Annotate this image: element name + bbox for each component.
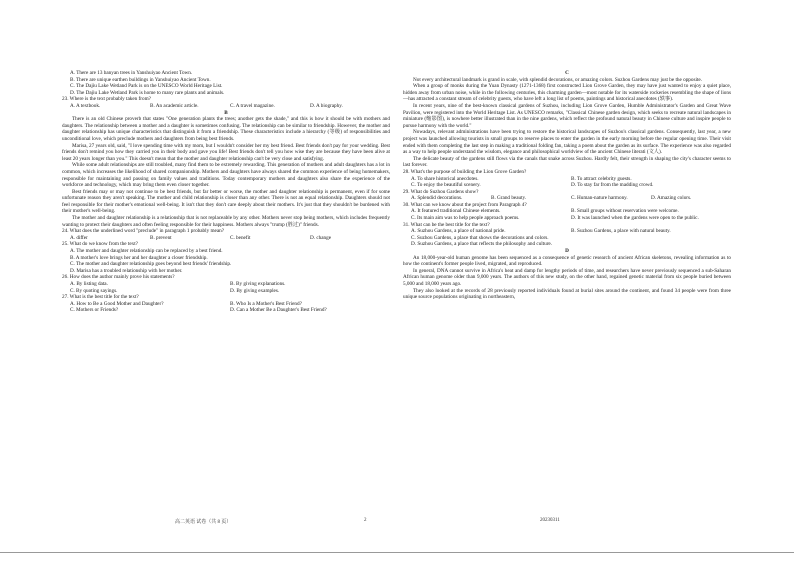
section-heading-d: D — [565, 248, 569, 255]
option: B. By giving explanations. — [230, 281, 286, 287]
question-31: 31. What can be the best title for the text? — [403, 221, 490, 228]
option: C. Mothers or Friends? — [70, 307, 119, 314]
page-bottom-edge — [0, 552, 794, 553]
option-line: B. There are unique earthen buildings in Yanshuiyao Ancient Town. — [70, 76, 211, 83]
option: C. By quoting sayings. — [70, 287, 118, 294]
option: C. Its main aim was to help people approach poems. — [411, 215, 520, 222]
right-column — [403, 70, 731, 301]
question-23: 23. Where is the text probably taken from? — [62, 96, 151, 103]
passage-c-paragraph-3: In recent years, nine of the best-known classical gardens of Suzhou, including Lion Grove Garden, Humble Administrator's Garden and Great Wave Pavilion, were registered into the World Heritage List. As UNESCO remarks, "Classical Chinese garden design, which seeks to recreate natural landscapes in miniature (缩影图), is nowhere better illustrated than in the nine gardens, which reflect the profound natural beauty in Chinese culture and inspire people to pursue harmony with the world." — [403, 102, 731, 129]
passage-d-paragraph-1: An 18,000-year-old human genome has been sequenced as a consequence of genetic research of ancient African skeletons, revealing information as to how the continent's former people lived, migrated, and reproduced. — [403, 254, 731, 268]
option: A. Suzhou Gardens, a place of national pride. — [411, 228, 506, 235]
option: A. It featured traditional Chinese elements. — [411, 208, 501, 215]
question-25: 25. What do we know from the text? — [62, 241, 138, 248]
option: D. It was launched when the gardens were open to the public. — [571, 215, 699, 222]
passage-c-paragraph-5: The delicate beauty of the gardens still flows via the canals that snake across Suzhou. Hardly felt, their strength in shaping the city's character seems to last forever. — [403, 155, 731, 169]
option: C. The mother and daughter relationship goes beyond best friends' friendship. — [70, 261, 232, 268]
passage-d-paragraph-2: In general, DNA cannot survive in Africa's heat and damp for lengthy periods of time, and researchers have never previously sequenced a sub-Saharan African human genome older than 9,000 years. The authors of this new study, on the other hand, regained genetic material from six people buried between 5,000 and 18,000 years ago. — [403, 267, 731, 287]
question-24: 24. What does the underlined word "preclude" in paragraph 1 probably mean? — [62, 228, 225, 235]
option: C. To enjoy the beautiful scenery. — [411, 182, 481, 189]
option-line: D. The Dajiu Lake Wetland Park is home to many rare plants and animals. — [70, 89, 225, 96]
option: D. A biography. — [310, 102, 343, 109]
option: B. Small groups without reservation were welcome. — [571, 208, 679, 215]
passage-b-paragraph-3: While some adult relationships are still troubled, many find them to be extremely rewarding. This generation of mothers and adult daughters has a lot in common, which increases the likelihood of shared companionship. Mothers and daughters have always shared the common experience of being homemakers, responsible for maintaining and passing on family values and traditions. Today contemporary mothers and daughters also share the experience of the workforce and technology, which may bring them even closer together. — [62, 162, 390, 189]
option: B. Grand beauty. — [491, 195, 527, 202]
option: C. benefit — [230, 234, 251, 241]
option: B. prevent — [150, 234, 172, 241]
question-29-options — [403, 195, 731, 202]
option: A. By listing data. — [70, 281, 108, 287]
option: D. Can a Mother Be a Daughter's Best Friend? — [230, 307, 327, 314]
passage-c-paragraph-1: Not every architectural landmark is grand in scale, with splendid decorations, or amazing colors. Suzhou Gardens may just be the opposite. — [413, 76, 702, 83]
passage-b-paragraph-5: The mother and daughter relationship is a relationship that is not replaceable by any other. Mothers never stop being mothers, which includes frequently wanting to protect their daughters and often feeling responsible for their happiness. Mothers always "trump (胜过)" friends. — [62, 215, 390, 228]
footer-page-number: 2 — [364, 518, 367, 523]
section-heading-c: C — [565, 70, 569, 76]
option: C. A travel magazine. — [230, 102, 275, 109]
option: B. To attract celebrity guests. — [571, 175, 632, 182]
question-29: 29. What do Suzhou Gardens show? — [403, 188, 479, 195]
question-26: 26. How does the author mainly prove his statements? — [62, 274, 175, 281]
passage-c-paragraph-2: When a group of monks during the Yuan Dynasty (1271-1368) first constructed Lion Grove Garden, they may have just wanted to enjoy a quiet place, hidden away from urban noise, while in the following centuries, this charming garden—most notable for its waterside rockeries resembling the shape of lions—has attracted a constant stream of celebrity guests, who have left a long list of poems, paintings and historical anecdotes (轶事). — [403, 83, 731, 103]
option-line: A. There are 13 banyan trees in Yanshuiyao Ancient Town. — [70, 70, 193, 76]
option: A. How to Be a Good Mother and Daughter? — [70, 300, 164, 307]
left-column — [62, 70, 390, 314]
question-30-options-row-2 — [403, 215, 731, 222]
passage-c-paragraph-4: Nowadays, relevant administrations have been trying to restore the historical landscapes of Suzhou's classical gardens. Consequently, last year, a new project was launched allowing tourists in small groups to reserve places to enter the garden in the early morning before the regular opening time. Their visit ended with them completing the last step in making a traditional folding fan, taking a poem about the garden as its surface. The experience was also regarded as a way to help people understand the wisdom, elegance and philosophical worldview of the ancient Chinese literati (文人). — [403, 129, 731, 156]
question-27-options-row-1 — [62, 301, 390, 308]
passage-b-paragraph-4: Best friends may or may not continue to be best friends, but far better or worse, the mother and daughter relationship is permanent, even if for some unfortunate reason they aren't speaking. The mother and child relationship is closer than any other. There is not an equal relationship. Daughters should not feel responsible for their mother's emotional well-being. It isn't that they don't care deeply about their mothers. It's just that they shouldn't be burdened with their mother's well-being. — [62, 188, 390, 215]
option: C. Human-nature harmony. — [571, 195, 628, 202]
question-26-options-row-1 — [62, 281, 390, 288]
question-30-options-row-1 — [403, 208, 731, 215]
option: A. A textbook. — [70, 102, 101, 109]
option: B. An academic article. — [150, 102, 199, 109]
passage-b-paragraph-1: There is an old Chinese proverb that states "One generation plants the trees; another gets the shade," and this is how it should be with mothers and daughters. The relationship between a mother and a daughter is sometimes confusing. The relationship can be similar to friendship. However, the mother and daughter relationship has unique characteristics that distinguish it from a friendship. These characteristics include a hierarchy (等级) of responsibilities and unconditional love, which preclude mothers and daughters from being best friends. — [62, 116, 390, 142]
option: D. By giving examples. — [230, 287, 280, 294]
footer-exam-label: 高二英语 试卷（共 8 页） — [175, 520, 232, 525]
option: D. change — [310, 234, 332, 241]
question-31-options-row-1 — [403, 228, 731, 235]
footer-code: 20230311 — [540, 518, 560, 523]
option-line: C. The Dajiu Lake Wetland Park is on the UNESCO World Heritage List. — [70, 83, 223, 90]
passage-b-paragraph-2: Marisa, 27 years old, said, "I love spending time with my mom, but I wouldn't consider her my best friend. Best friends don't pay for your wedding. Best friends don't remind you how they carried you in their body and gave you life! Best friends don't tell you how wise they are because they have been alive at least 20 years longer than you." This doesn't mean that the mother and daughter relationship can't be very close and satisfying. — [62, 142, 390, 162]
section-heading-b: B — [224, 109, 228, 116]
option: B. Who Is a Mother's Best Friend? — [230, 300, 302, 307]
option: B. A mother's love brings her and her daughter a closer friendship. — [70, 254, 208, 261]
passage-d-paragraph-3: They also looked at the records of 28 previously reported individuals found at burial sites around the continent, and found 34 people were from three unique source populations originating in northeastern, — [403, 287, 731, 301]
option: A. The mother and daughter relationship can be replaced by a best friend. — [70, 248, 223, 255]
option: C. Suzhou Gardens, a place that shows the decorations and colors. — [411, 234, 549, 241]
question-27: 27. What is the best title for the text? — [62, 294, 139, 301]
question-28: 28. What's the purpose of building the Lion Grove Garden? — [403, 168, 527, 175]
option: D. To stay far from the madding crowd. — [571, 182, 654, 189]
question-30: 30. What can we know about the project from Paragraph 4? — [403, 201, 527, 208]
option: D. Suzhou Gardens, a place that reflects the philosophy and culture. — [411, 241, 553, 248]
option: A. To share historical anecdotes. — [411, 175, 479, 182]
question-23-options — [62, 103, 390, 110]
option: A. differ — [70, 234, 88, 241]
option: A. Splendid decorations. — [411, 195, 463, 202]
option: D. Amazing colors. — [651, 195, 692, 202]
question-27-options-row-2 — [62, 307, 390, 314]
option: D. Marisa has a troubled relationship with her mother. — [70, 267, 183, 274]
option: B. Suzhou Gardens, a place with natural beauty. — [571, 228, 671, 235]
question-28-options-row-2 — [403, 182, 731, 189]
